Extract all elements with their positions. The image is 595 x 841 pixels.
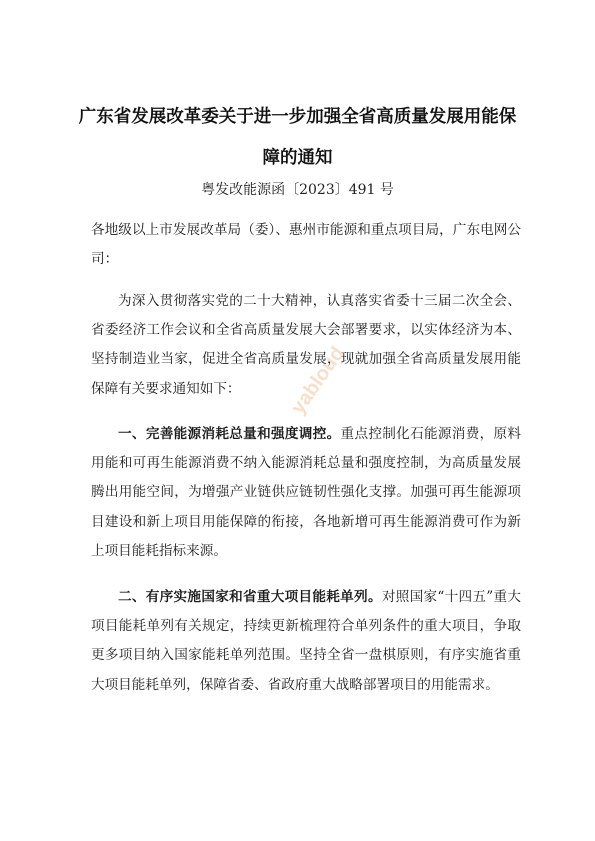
section-1-paragraph bbox=[91, 420, 521, 566]
section-2-paragraph bbox=[91, 583, 521, 700]
section-1-body: 重点控制化石能源消费，原料用能和可再生能源消费不纳入能源消耗总量和强度控制，为高质量发展腾出用能空间，为增强产业链供应链韧性强化支撑。加强可再生能源项目建设和新上项目用能保障的衔接，各地新增可再生能源消费可作为新上项目能耗指标来源。 bbox=[91, 426, 522, 559]
addressee: 各地级以上市发展改革局（委）、惠州市能源和重点项目局，广东电网公司： bbox=[91, 222, 521, 268]
document-number: 粤发改能源函〔2023〕491 号 bbox=[201, 182, 394, 198]
section-2-body: 对照国家“十四五”重大项目能耗单列有关规定，持续更新梳理符合单列条件的重大项目，争取更多项目纳入国家能耗单列范围。坚持全省一盘棋原则，有序实施省重大项目能耗单列，保障省委、省政府重大战略部署项目的用能需求。 bbox=[91, 589, 522, 693]
watermark-text: yabloud bbox=[286, 342, 349, 419]
intro-paragraph: 为深入贯彻落实党的二十大精神，认真落实省委十三届二次全会、省委经济工作会议和全省高质量发展大会部署要求，以实体经济为本、坚持制造业当家，促进全省高质量发展，现就加强全省高质量发展用能保障有关要求通知如下： bbox=[91, 293, 521, 397]
document-title-line-1: 广东省发展改革委关于进一步加强全省高质量发展用能保 bbox=[78, 107, 517, 127]
section-1-heading: 一、完善能源消耗总量和强度调控。 bbox=[118, 426, 341, 442]
document-title-line-2: 障的通知 bbox=[262, 148, 333, 168]
section-2-heading: 二、有序实施国家和省重大项目能耗单列。 bbox=[118, 589, 382, 605]
